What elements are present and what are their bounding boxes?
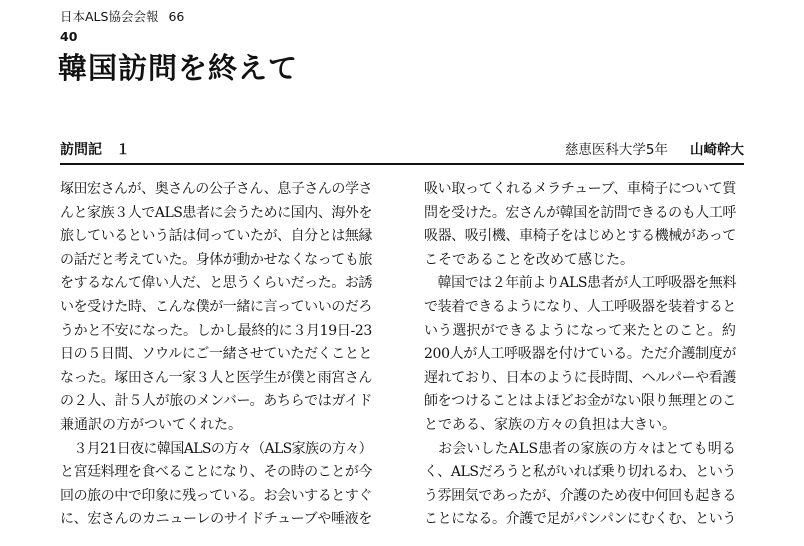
running-header — [60, 8, 184, 26]
text-line: 回の旅の中で印象に残っている。お会いするとすぐ — [60, 487, 372, 504]
text-line: に、宏さんのカニューレのサイドチューブや唾液を — [60, 511, 372, 528]
author-byline — [565, 141, 744, 159]
text-line: と宮廷料理を食べることになり、その時のことが今 — [60, 464, 372, 481]
text-line: 兼通訳の方がついてくれた。 — [60, 416, 242, 433]
text-line: んと家族３人でALS患者に会うために国内、海外を — [60, 204, 372, 221]
article-title: 韓国訪問を終えて — [58, 51, 299, 85]
text-line: うかと不安になった。しかし最終的に３月19日-23 — [60, 322, 372, 339]
text-line: の２人、計５人が旅のメンバー。あちらではガイド — [60, 393, 372, 410]
text-line: 遅れており、日本のように長時間、ヘルパーや看護 — [424, 369, 736, 386]
text-line: とである、家族の方々の負担は大きい。 — [424, 416, 676, 433]
text-line: 師をつけることはよほどお金がない限り無理とのこ — [424, 393, 736, 410]
page-number: 40 — [60, 29, 78, 44]
text-line: お会いしたALS患者の家族の方々はとても明る — [424, 440, 736, 457]
text-line: 200人が人工呼吸器を付けている。ただ介護制度が — [424, 346, 736, 363]
left-column — [60, 178, 372, 532]
text-line: 問を受けた。宏さんが韓国を訪問できるのも人工呼 — [424, 204, 736, 221]
text-line: ことになる。介護で足がパンパンにむくむ、という — [424, 511, 736, 528]
text-line: ３月21日夜に韓国ALSの方々（ALS家族の方々） — [60, 440, 372, 457]
journal-name: 日本ALS協会会報 — [60, 9, 159, 24]
text-line: こそであることを改めて感じた。 — [424, 251, 634, 268]
text-line: 吸器、吸引機、車椅子をはじめとする機械があって — [424, 228, 736, 245]
header-rule — [60, 163, 744, 165]
text-line: 旅しているという話は伺っていたが、自分とは無縁 — [60, 228, 372, 245]
right-column — [424, 178, 736, 532]
author-name: 山崎幹大 — [690, 142, 744, 158]
text-line: の話だと考えていた。身体が動かせなくなっても旅 — [60, 251, 372, 268]
text-line: 塚田宏さんが、奥さんの公子さん、息子さんの学さ — [60, 181, 372, 197]
text-line: いを受けた時、こんな僕が一緒に言っていいのだろ — [60, 298, 372, 315]
text-line: で装着できるようになり、人工呼吸器を装着すると — [424, 298, 736, 315]
issue-number: 66 — [168, 9, 185, 24]
text-line: く、ALSだろうと私がいれば乗り切れるわ、という — [424, 464, 736, 481]
text-line: をするなんて偉い人だ、と思うくらいだった。お誘 — [60, 275, 372, 292]
author-affiliation: 慈恵医科大学5年 — [564, 142, 668, 158]
text-line: う雰囲気であったが、介護のため夜中何回も起きる — [424, 487, 736, 504]
text-line: 日の５日間、ソウルにご一緒させていただくことと — [60, 346, 372, 363]
text-line: なった。塚田さん一家３人と医学生が僕と雨宮さん — [60, 369, 372, 386]
text-line: 吸い取ってくれるメラチューブ、車椅子について質 — [424, 181, 736, 197]
section-label: 訪問記 １ — [60, 142, 130, 158]
text-line: いう選択ができるようになって来たとのこと。約 — [424, 322, 736, 339]
text-line: 韓国では２年前よりALS患者が人工呼吸器を無料 — [424, 275, 736, 292]
